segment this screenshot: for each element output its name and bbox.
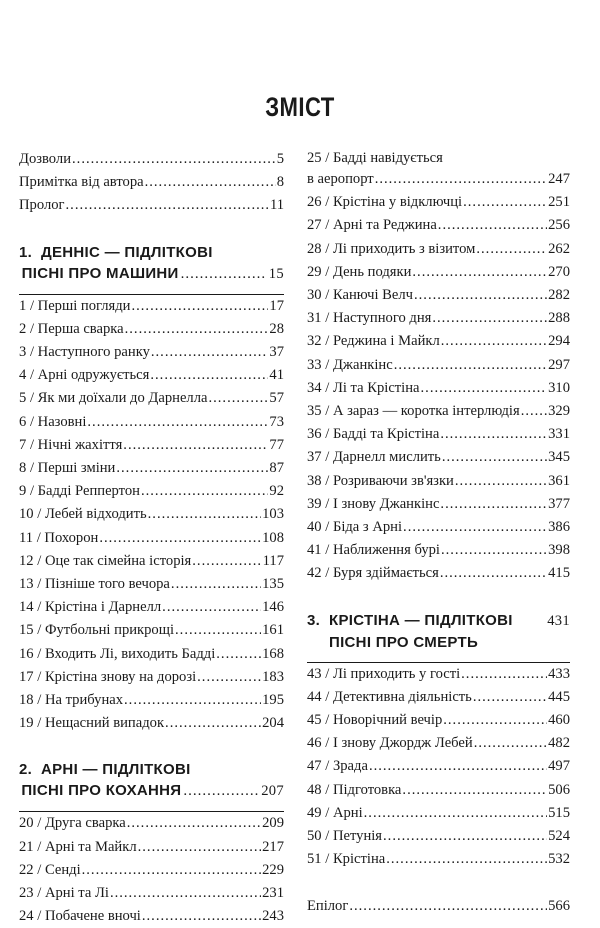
entry-label: 24 / Побачене вночі xyxy=(19,908,141,925)
toc-entry[interactable] xyxy=(307,261,570,284)
part-page: 207 xyxy=(261,783,284,800)
toc-entry[interactable] xyxy=(19,194,284,217)
toc-entry[interactable] xyxy=(307,709,570,732)
page-title: ЗМІСТ xyxy=(265,92,335,122)
entry-label: 1 / Перші погляди xyxy=(19,297,131,314)
part2-heading[interactable] xyxy=(19,759,284,802)
entry-label: 38 / Розриваючи зв'язки xyxy=(307,472,454,489)
toc-entry[interactable] xyxy=(19,387,284,410)
part-page: 431 xyxy=(547,612,570,629)
toc-entry[interactable] xyxy=(307,732,570,755)
page-number: 445 xyxy=(548,688,570,705)
entry-label: 36 / Бадді та Крістіна xyxy=(307,426,440,443)
toc-entry[interactable] xyxy=(19,550,284,573)
part3-heading[interactable] xyxy=(307,610,570,653)
part-page: 15 xyxy=(268,265,284,282)
page-number: 386 xyxy=(548,519,570,536)
page-number: 229 xyxy=(262,861,284,878)
toc-entry[interactable] xyxy=(307,470,570,493)
toc-entry[interactable] xyxy=(19,812,284,835)
page-number: 103 xyxy=(262,506,284,523)
part-number: 2. xyxy=(19,761,33,779)
part-title-line2: ПІСНІ ПРО КОХАННЯ xyxy=(21,782,182,800)
page-number: 5 xyxy=(276,151,284,167)
page-number: 415 xyxy=(548,565,570,582)
toc-entry[interactable] xyxy=(19,171,284,194)
page-number: 183 xyxy=(262,668,284,685)
toc-entry[interactable] xyxy=(19,527,284,550)
entry-label: 50 / Петунія xyxy=(307,828,383,845)
chapter-label-line2: в аеропорт xyxy=(307,171,374,187)
page-number: 195 xyxy=(262,692,284,709)
toc-entry[interactable] xyxy=(19,318,284,341)
entry-label: 31 / Наступного дня xyxy=(307,310,432,327)
page-number: 262 xyxy=(548,240,570,257)
page-number: 17 xyxy=(269,297,284,314)
page-number: 168 xyxy=(262,645,284,662)
page-number: 73 xyxy=(269,413,284,430)
entry-label: 29 / День подяки xyxy=(307,263,412,280)
toc-entry[interactable] xyxy=(19,480,284,503)
entry-label: 11 / Похорон xyxy=(19,529,99,546)
toc-entry[interactable] xyxy=(307,446,570,469)
page-number: 135 xyxy=(262,576,284,593)
page-number: 217 xyxy=(262,838,284,855)
entry-label: 17 / Крістіна знову на дорозі xyxy=(19,668,197,685)
entry-label: 23 / Арні та Лі xyxy=(19,885,109,902)
toc-entry[interactable] xyxy=(307,539,570,562)
page-number: 497 xyxy=(548,758,570,775)
part1-heading[interactable] xyxy=(19,242,284,285)
entry-label: 9 / Бадді Реппертон xyxy=(19,483,140,500)
entry-label: 22 / Сенді xyxy=(19,861,81,878)
toc-entry-chapter-25[interactable] xyxy=(307,148,570,191)
part-title-line1: АРНІ — ПІДЛІТКОВІ xyxy=(41,761,191,779)
toc-entry[interactable] xyxy=(19,619,284,642)
entry-label: 26 / Крістіна у відключці xyxy=(307,194,463,211)
toc-entry[interactable] xyxy=(307,423,570,446)
entry-label: 35 / А зараз — коротка інтерлюдія xyxy=(307,403,520,420)
page-number: 361 xyxy=(548,472,570,489)
toc-entry[interactable] xyxy=(307,562,570,585)
page-number: 297 xyxy=(548,356,570,373)
entry-label: 39 / І знову Джанкінс xyxy=(307,495,440,512)
page-number: 28 xyxy=(269,320,284,337)
page-number: 282 xyxy=(548,287,570,304)
page-number: 87 xyxy=(269,460,284,477)
toc-entry[interactable] xyxy=(307,516,570,539)
entry-label: 5 / Як ми доїхали до Дарнелла xyxy=(19,390,208,407)
entry-label: 41 / Наближення бурі xyxy=(307,542,440,559)
entry-label: Епілог xyxy=(307,898,349,915)
part-title-line2: ПІСНІ ПРО СМЕРТЬ xyxy=(329,633,479,651)
entry-label: 14 / Крістіна і Дарнелл xyxy=(19,599,162,616)
toc-entry[interactable] xyxy=(307,848,570,871)
entry-label: 43 / Лі приходить у гості xyxy=(307,665,461,682)
part2-chapter-list xyxy=(19,812,284,928)
page-number: 77 xyxy=(269,436,284,453)
page-number: 41 xyxy=(269,367,284,384)
page-number: 345 xyxy=(548,449,570,466)
page-number: 57 xyxy=(269,390,284,407)
entry-label: 32 / Реджина і Майкл xyxy=(307,333,440,350)
toc-entry[interactable] xyxy=(307,400,570,423)
entry-label: 34 / Лі та Крістіна xyxy=(307,379,420,396)
toc-entry[interactable] xyxy=(19,457,284,480)
page-number: 329 xyxy=(548,403,570,420)
entry-label: 13 / Пізніше того вечора xyxy=(19,576,170,593)
entry-label: 33 / Джанкінс xyxy=(307,356,393,373)
page-number: 310 xyxy=(548,379,570,396)
entry-label: 12 / Оце так сімейна історія xyxy=(19,552,192,569)
entry-label: 21 / Арні та Майкл xyxy=(19,838,137,855)
page-number: 433 xyxy=(548,665,570,682)
entry-label: 45 / Новорічний вечір xyxy=(307,712,443,729)
toc-entry[interactable] xyxy=(19,836,284,859)
page-number: 247 xyxy=(548,171,570,187)
entry-label: 18 / На трибунах xyxy=(19,692,124,709)
entry-label: 46 / І знову Джордж Лебей xyxy=(307,735,473,752)
toc-entry[interactable] xyxy=(307,663,570,686)
toc-entry-epilogue[interactable] xyxy=(307,895,570,918)
part2-continued-list xyxy=(307,191,570,585)
entry-label: 15 / Футбольні прикрощі xyxy=(19,622,175,639)
entry-label: 3 / Наступного ранку xyxy=(19,344,150,361)
page-number: 146 xyxy=(262,599,284,616)
toc-entry[interactable] xyxy=(19,503,284,526)
page-number: 377 xyxy=(548,495,570,512)
page-number: 231 xyxy=(262,885,284,902)
toc-entry[interactable] xyxy=(307,214,570,237)
page-number: 117 xyxy=(262,552,284,569)
entry-label: 10 / Лебей відходить xyxy=(19,506,147,523)
page-number: 209 xyxy=(262,815,284,832)
page-number: 398 xyxy=(548,542,570,559)
page-number: 92 xyxy=(269,483,284,500)
page-number: 251 xyxy=(548,194,570,211)
toc-entry[interactable] xyxy=(19,596,284,619)
part3-chapter-list xyxy=(307,663,570,872)
entry-label: 47 / Зрада xyxy=(307,758,368,775)
toc-entry[interactable] xyxy=(19,341,284,364)
entry-label: 28 / Лі приходить з візитом xyxy=(307,240,476,257)
entry-label: 7 / Нічні жахіття xyxy=(19,436,123,453)
entry-label: 30 / Канючі Велч xyxy=(307,287,413,304)
page-number: 331 xyxy=(548,426,570,443)
front-matter-list xyxy=(19,148,284,218)
toc-entry[interactable] xyxy=(307,377,570,400)
page-number: 11 xyxy=(269,197,284,214)
page-number: 532 xyxy=(548,851,570,868)
entry-label: 2 / Перша сварка xyxy=(19,320,124,337)
page-number: 37 xyxy=(269,344,284,361)
page-number: 8 xyxy=(276,174,284,191)
toc-left-column xyxy=(19,148,284,928)
page-number: 161 xyxy=(262,622,284,639)
page-number: 108 xyxy=(262,529,284,546)
toc-entry[interactable] xyxy=(19,573,284,596)
entry-label: 16 / Входить Лі, виходить Бадді xyxy=(19,645,216,662)
entry-label: 40 / Біда з Арні xyxy=(307,519,403,536)
entry-label: 27 / Арні та Реджина xyxy=(307,217,437,234)
entry-label: 48 / Підготовка xyxy=(307,781,402,798)
entry-label: Пролог xyxy=(19,197,65,214)
part-number: 1. xyxy=(19,243,33,261)
page-number: 460 xyxy=(548,712,570,729)
toc-entry[interactable] xyxy=(19,643,284,666)
toc-entry[interactable] xyxy=(307,802,570,825)
page-number: 506 xyxy=(548,781,570,798)
part-title-line1: КРІСТІНА — ПІДЛІТКОВІ xyxy=(329,611,513,629)
toc-entry[interactable] xyxy=(19,712,284,735)
toc-entry[interactable] xyxy=(307,755,570,778)
entry-label: 49 / Арні xyxy=(307,804,363,821)
toc-entry[interactable] xyxy=(307,354,570,377)
toc-entry[interactable] xyxy=(19,859,284,882)
toc-entry[interactable] xyxy=(19,411,284,434)
page-number: 515 xyxy=(548,804,570,821)
chapter-label-line1: 25 / Бадді навідується xyxy=(307,150,443,166)
page-number: 524 xyxy=(548,828,570,845)
page-number: 243 xyxy=(262,908,284,925)
toc-entry[interactable] xyxy=(307,284,570,307)
page-number: 288 xyxy=(548,310,570,327)
entry-label: 44 / Детективна діяльність xyxy=(307,688,472,705)
part-title-line1: ДЕННІС — ПІДЛІТКОВІ xyxy=(41,243,213,261)
toc-entry[interactable] xyxy=(19,689,284,712)
entry-label: 20 / Друга сварка xyxy=(19,815,126,832)
entry-label: 42 / Буря здіймається xyxy=(307,565,439,582)
toc-entry[interactable] xyxy=(19,148,284,171)
toc-right-column xyxy=(307,148,570,919)
part-title-line2: ПІСНІ ПРО МАШИНИ xyxy=(21,264,179,282)
toc-entry[interactable] xyxy=(307,307,570,330)
entry-label: Примітка від автора xyxy=(19,174,144,191)
part-number: 3. xyxy=(307,611,321,629)
toc-entry[interactable] xyxy=(307,238,570,261)
toc-entry[interactable] xyxy=(307,686,570,709)
entry-label: 4 / Арні одружується xyxy=(19,367,150,384)
toc-entry[interactable] xyxy=(307,493,570,516)
page-number: 482 xyxy=(548,735,570,752)
part1-chapter-list xyxy=(19,295,284,736)
toc-entry[interactable] xyxy=(307,191,570,214)
toc-entry[interactable] xyxy=(307,825,570,848)
toc-entry[interactable] xyxy=(19,905,284,928)
toc-entry[interactable] xyxy=(19,295,284,318)
page-number: 566 xyxy=(548,898,570,915)
toc-entry[interactable] xyxy=(307,330,570,353)
page-number: 204 xyxy=(262,715,284,732)
entry-label: 51 / Крістіна xyxy=(307,851,386,868)
entry-label: 6 / Назовні xyxy=(19,413,87,430)
page-number: 294 xyxy=(548,333,570,350)
toc-entry[interactable] xyxy=(19,666,284,689)
entry-label: 8 / Перші зміни xyxy=(19,460,116,477)
toc-entry[interactable] xyxy=(19,364,284,387)
entry-label: Дозволи xyxy=(19,151,72,167)
page-number: 256 xyxy=(548,217,570,234)
entry-label: 19 / Нещасний випадок xyxy=(19,715,165,732)
toc-entry[interactable] xyxy=(19,434,284,457)
toc-entry[interactable] xyxy=(307,779,570,802)
entry-label: 37 / Дарнелл мислить xyxy=(307,449,441,466)
toc-entry[interactable] xyxy=(19,882,284,905)
page-number: 270 xyxy=(548,263,570,280)
